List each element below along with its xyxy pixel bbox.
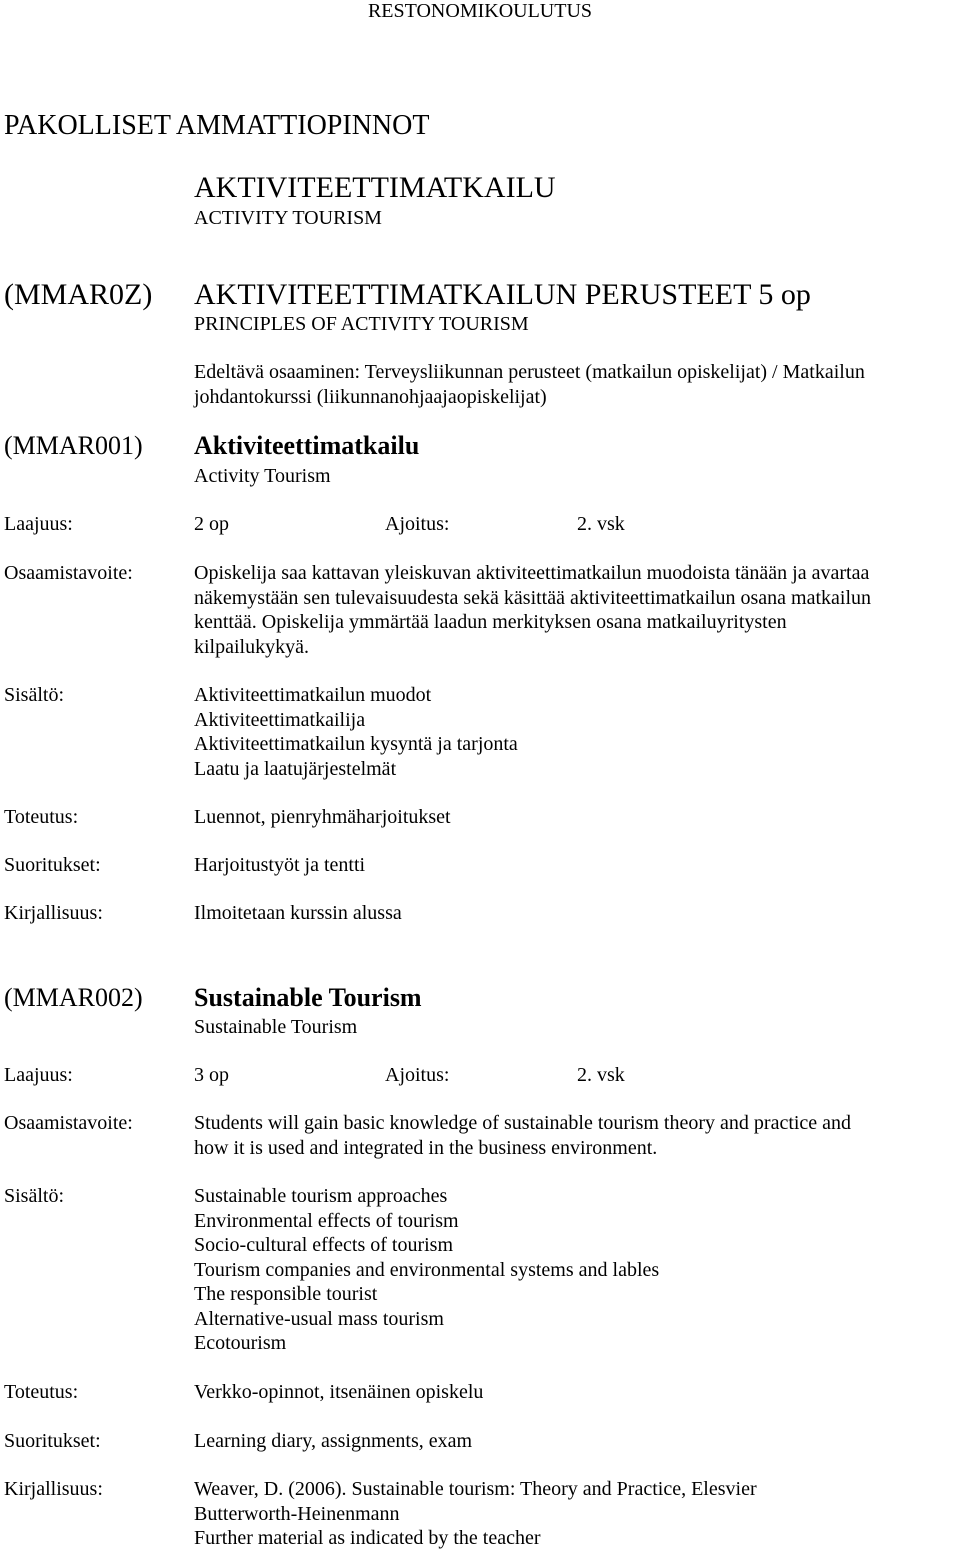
goal-line: Students will gain basic knowledge of sustainable tourism theory and practice and xyxy=(194,1112,852,1134)
course2-toteutus-value: Verkko-opinnot, itsenäinen opiskelu xyxy=(194,1381,484,1403)
course1-laajuus-value: 2 op xyxy=(194,513,229,535)
course2-subtitle: Sustainable Tourism xyxy=(194,1016,358,1038)
course1-ajoitus-label: Ajoitus: xyxy=(385,513,450,535)
area-title: AKTIVITEETTIMATKAILU xyxy=(194,171,556,204)
course1-kirjallisuus-label: Kirjallisuus: xyxy=(4,902,103,924)
module-subtitle: PRINCIPLES OF ACTIVITY TOURISM xyxy=(194,313,529,335)
course1-suoritukset-value: Harjoitustyöt ja tentti xyxy=(194,854,366,876)
prereq-line: Edeltävä osaaminen: Terveysliikunnan perusteet (matkailun opiskelijat) / Matkailun xyxy=(194,361,865,383)
course2-laajuus-label: Laajuus: xyxy=(4,1064,73,1086)
course2-kirjallisuus-label: Kirjallisuus: xyxy=(4,1478,103,1500)
course2-ajoitus-value: 2. vsk xyxy=(577,1064,625,1086)
section-title: PAKOLLISET AMMATTIOPINNOT xyxy=(4,110,430,141)
literature-item: Weaver, D. (2006). Sustainable tourism: Theory and Practice, Elesvier xyxy=(194,1478,757,1500)
content-item: Socio-cultural effects of tourism xyxy=(194,1234,454,1256)
module-code: (MMAR0Z) xyxy=(4,278,153,311)
course2-title: Sustainable Tourism xyxy=(194,983,422,1012)
course1-toteutus-value: Luennot, pienryhmäharjoitukset xyxy=(194,806,451,828)
content-item: Sustainable tourism approaches xyxy=(194,1185,448,1207)
course2-suoritukset-value: Learning diary, assignments, exam xyxy=(194,1430,473,1452)
course1-content-label: Sisältö: xyxy=(4,684,65,706)
course2-goal-text xyxy=(194,1111,851,1160)
content-item: Environmental effects of tourism xyxy=(194,1209,459,1232)
course2-toteutus-label: Toteutus: xyxy=(4,1381,79,1403)
goal-line: näkemystään sen tulevaisuudesta sekä käsittää aktiviteettimatkailun osana matkailun xyxy=(194,586,872,609)
goal-line: kenttää. Opiskelija ymmärtää laadun merkityksen osana matkailuyritysten xyxy=(194,611,787,633)
prereq-line: johdantokurssi (liikunnanohjaajaopiskelijat) xyxy=(194,385,547,408)
course1-ajoitus-value: 2. vsk xyxy=(577,513,625,535)
literature-item: Further material as indicated by the teacher xyxy=(194,1527,541,1549)
goal-line: kilpailukykyä. xyxy=(194,635,309,658)
content-item: Alternative-usual mass tourism xyxy=(194,1307,444,1330)
course2-goal-label: Osaamistavoite: xyxy=(4,1112,133,1134)
goal-line: how it is used and integrated in the business environment. xyxy=(194,1136,658,1159)
course1-goal-text xyxy=(194,561,871,659)
course1-goal-label: Osaamistavoite: xyxy=(4,562,133,584)
course2-content-list xyxy=(194,1184,659,1356)
module-prerequisites xyxy=(194,360,865,409)
content-item: Ecotourism xyxy=(194,1332,287,1354)
area-subtitle: ACTIVITY TOURISM xyxy=(194,207,382,229)
module-title: AKTIVITEETTIMATKAILUN PERUSTEET 5 op xyxy=(194,278,811,311)
content-item: Aktiviteettimatkailija xyxy=(194,708,366,731)
document-header: RESTONOMIKOULUTUS xyxy=(367,0,593,22)
course1-content-list xyxy=(194,683,518,781)
literature-item: Butterworth-Heinenmann xyxy=(194,1502,400,1525)
course2-ajoitus-label: Ajoitus: xyxy=(385,1064,450,1086)
content-item: The responsible tourist xyxy=(194,1283,378,1305)
course2-suoritukset-label: Suoritukset: xyxy=(4,1430,101,1452)
course2-code: (MMAR002) xyxy=(4,983,143,1012)
course1-title: Aktiviteettimatkailu xyxy=(194,431,420,460)
course1-laajuus-label: Laajuus: xyxy=(4,513,73,535)
course1-kirjallisuus-value: Ilmoitetaan kurssin alussa xyxy=(194,902,402,924)
goal-line: Opiskelija saa kattavan yleiskuvan aktiviteettimatkailun muodoista tänään ja avartaa xyxy=(194,562,870,584)
course1-subtitle: Activity Tourism xyxy=(194,465,331,487)
content-item: Tourism companies and environmental systems and lables xyxy=(194,1258,660,1281)
course1-toteutus-label: Toteutus: xyxy=(4,806,79,828)
content-item: Aktiviteettimatkailun kysyntä ja tarjonta xyxy=(194,733,518,755)
content-item: Aktiviteettimatkailun muodot xyxy=(194,684,432,706)
course2-laajuus-value: 3 op xyxy=(194,1064,229,1086)
course1-suoritukset-label: Suoritukset: xyxy=(4,854,101,876)
course2-kirjallisuus-list xyxy=(194,1477,757,1551)
course2-content-label: Sisältö: xyxy=(4,1185,65,1207)
course1-code: (MMAR001) xyxy=(4,431,143,460)
content-item: Laatu ja laatujärjestelmät xyxy=(194,757,397,780)
